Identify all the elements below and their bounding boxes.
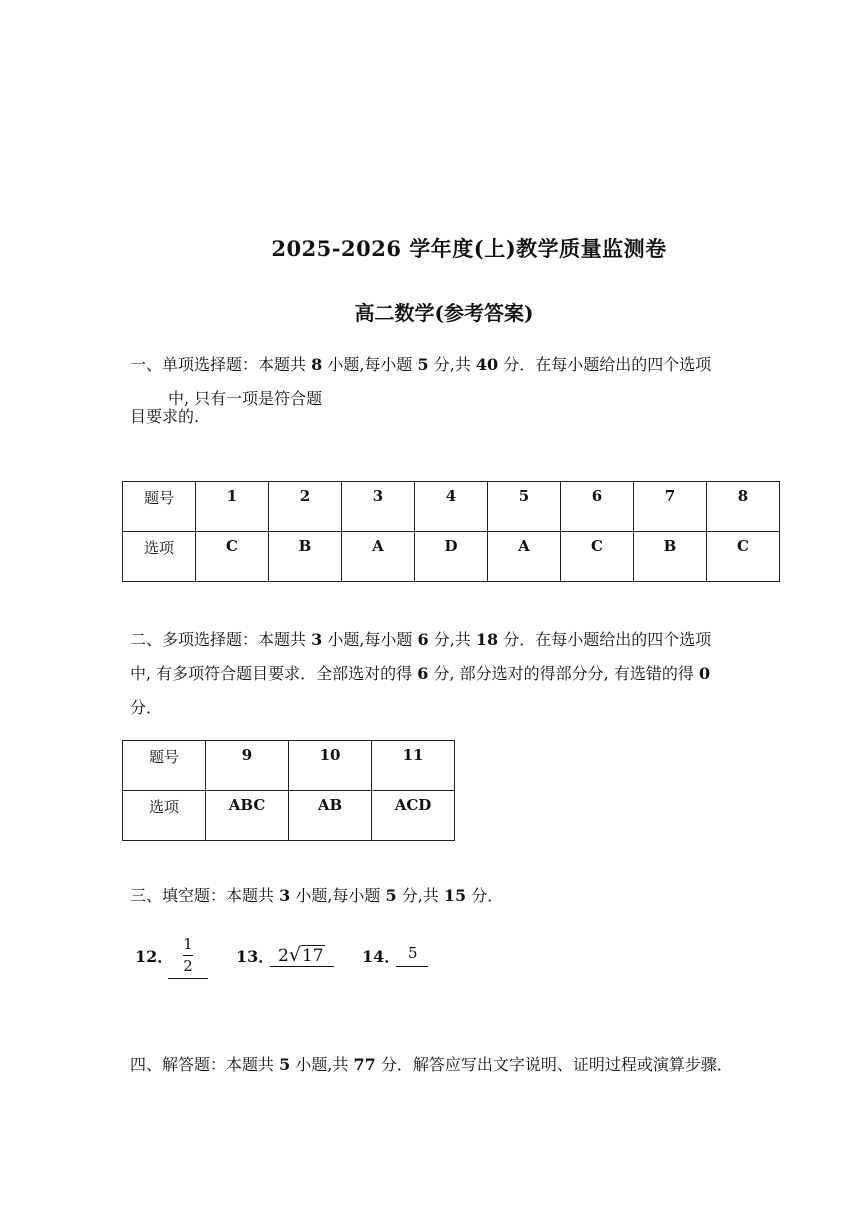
answer-cell: C bbox=[561, 532, 634, 582]
q12-denominator: 2 bbox=[183, 957, 193, 975]
q14-answer: 5 bbox=[408, 944, 418, 962]
section-4-points-total: 77 bbox=[353, 1055, 376, 1074]
question-number: 9 bbox=[206, 741, 289, 791]
document-title: 2025-2026 学年度(上)教学质量监测卷 bbox=[271, 236, 667, 261]
section-4-text: 分．解答应写出文字说明、证明过程或演算步骤． bbox=[375, 1055, 733, 1074]
row-label-answer: 选项 bbox=[123, 791, 206, 841]
section-3-count: 3 bbox=[279, 886, 291, 905]
section-1-text: 小题,每小题 bbox=[322, 355, 418, 374]
section-1-line-2: 中, 只有一项是符合题 bbox=[168, 389, 323, 408]
section-2-line-2 bbox=[130, 657, 770, 691]
answer-cell: A bbox=[342, 532, 415, 582]
section-3-points-each: 5 bbox=[385, 886, 397, 905]
q13-coefficient: 2 bbox=[278, 946, 289, 966]
section-1-instructions bbox=[130, 348, 770, 416]
section-1-line-3: 目要求的. bbox=[130, 407, 200, 426]
section-3-text: 分． bbox=[466, 886, 504, 905]
question-number: 8 bbox=[707, 482, 780, 532]
section-2-points-total: 18 bbox=[475, 630, 499, 649]
answer-cell: B bbox=[634, 532, 707, 582]
section-1-text: 分,共 bbox=[428, 355, 476, 374]
section-2-line-1 bbox=[130, 623, 770, 657]
row-label-number: 题号 bbox=[123, 741, 206, 791]
q13-radicand: 17 bbox=[301, 946, 324, 966]
question-number: 7 bbox=[634, 482, 707, 532]
table-row bbox=[123, 791, 455, 841]
section-2-text: 中, 有多项符合题目要求．全部选对的得 bbox=[130, 664, 418, 683]
section-1-points-total: 40 bbox=[475, 355, 499, 374]
section-2-line-3: 分． bbox=[130, 698, 163, 717]
question-number: 5 bbox=[488, 482, 561, 532]
section-2-count: 3 bbox=[311, 630, 323, 649]
section-3-text: 分,共 bbox=[396, 886, 444, 905]
section-2-text: 二、多项选择题：本题共 bbox=[130, 630, 312, 649]
q12-answer-underline bbox=[168, 978, 208, 979]
q12-answer-fraction bbox=[168, 935, 208, 977]
q14-label: 14． bbox=[362, 947, 401, 966]
section-2-full-points: 6 bbox=[417, 664, 429, 683]
section-4-text: 四、解答题：本题共 bbox=[130, 1055, 280, 1074]
section-2-text: 分,共 bbox=[428, 630, 476, 649]
document-subtitle: 高二数学(参考答案) bbox=[354, 301, 534, 325]
section-3-instructions bbox=[130, 883, 503, 906]
question-number: 2 bbox=[269, 482, 342, 532]
table-row bbox=[123, 532, 780, 582]
question-number: 10 bbox=[289, 741, 372, 791]
section-2-text: 分．在每小题给出的四个选项 bbox=[498, 630, 712, 649]
answer-cell: ACD bbox=[372, 791, 455, 841]
question-number: 1 bbox=[196, 482, 269, 532]
table-row bbox=[123, 482, 780, 532]
q12-numerator: 1 bbox=[183, 935, 193, 953]
section-4-text: 小题,共 bbox=[290, 1055, 354, 1074]
section-4-instructions bbox=[130, 1052, 733, 1075]
answer-cell: B bbox=[269, 532, 342, 582]
question-number: 6 bbox=[561, 482, 634, 532]
section-3-text: 小题,每小题 bbox=[290, 886, 386, 905]
section-1-text: 一、单项选择题：本题共 bbox=[130, 355, 312, 374]
section-3-text: 三、填空题：本题共 bbox=[130, 886, 280, 905]
section-2-text: 分, 部分选对的得部分分, 有选错的得 bbox=[428, 664, 699, 683]
answer-table-multi-choice bbox=[122, 740, 455, 841]
section-2-instructions bbox=[130, 623, 770, 725]
question-number: 4 bbox=[415, 482, 488, 532]
sqrt-icon: √ bbox=[288, 944, 301, 966]
section-1-points-each: 5 bbox=[417, 355, 429, 374]
answer-cell: C bbox=[707, 532, 780, 582]
section-1-count: 8 bbox=[311, 355, 323, 374]
section-3-points-total: 15 bbox=[443, 886, 467, 905]
section-2-text: 小题,每小题 bbox=[322, 630, 418, 649]
row-label-answer: 选项 bbox=[123, 532, 196, 582]
section-1-text: 分．在每小题给出的四个选项 bbox=[498, 355, 712, 374]
q13-answer bbox=[278, 944, 325, 966]
question-number: 3 bbox=[342, 482, 415, 532]
answer-cell: ABC bbox=[206, 791, 289, 841]
table-row bbox=[123, 741, 455, 791]
q13-label: 13． bbox=[236, 947, 275, 966]
answer-table-single-choice bbox=[122, 481, 780, 582]
question-number: 11 bbox=[372, 741, 455, 791]
section-4-count: 5 bbox=[279, 1055, 291, 1074]
section-2-points-each: 6 bbox=[417, 630, 429, 649]
row-label-number: 题号 bbox=[123, 482, 196, 532]
answer-cell: D bbox=[415, 532, 488, 582]
answer-cell: A bbox=[488, 532, 561, 582]
section-2-wrong-points: 0 bbox=[698, 664, 711, 683]
q13-answer-underline bbox=[270, 966, 334, 967]
q14-answer-underline bbox=[396, 966, 428, 967]
answer-cell: C bbox=[196, 532, 269, 582]
answer-cell: AB bbox=[289, 791, 372, 841]
q12-label: 12． bbox=[135, 947, 174, 966]
